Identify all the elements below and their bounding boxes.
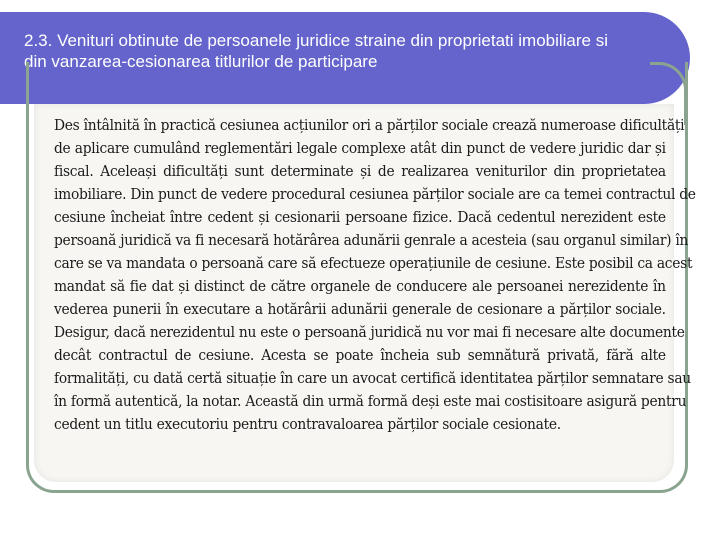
document-line: cedent un titlu executoriu pentru contravaloarea părților sociale cesionate. xyxy=(54,415,561,433)
document-line: decât contractul de cesiune. Acesta se poate încheia sub semnătură privată, fără alte xyxy=(54,346,666,364)
document-line: cesiune încheiat între cedent și cesionarii persoane fizice. Dacă cedentul nerezident este xyxy=(54,208,666,226)
scanned-document xyxy=(34,104,696,482)
slide-title: 2.3. Venituri obtinute de persoanele juridice straine din proprietati imobiliare si din vanzarea-cesionarea titlurilor de participare xyxy=(24,31,609,71)
document-line: care se va mandata o persoană care să efectueze operațiunile de cesiune. Este posibil ca acest xyxy=(54,254,693,272)
document-line: în formă autentică, la notar. Această din urmă formă deși este mai costisitoare asigură pentru xyxy=(54,392,687,410)
document-line: Des întâlnită în practică cesiunea acțiunilor ori a părților sociale crează numeroase dificultăți xyxy=(54,116,685,134)
document-line: formalități, cu dată certă situație în care un avocat certifică identitatea părților semnatare sau xyxy=(54,369,691,387)
document-line: vederea punerii în executare a hotărârii adunării generale de cesionare a părților sociale. xyxy=(54,300,666,318)
document-line: fiscal. Aceleași dificultăți sunt determinate și de realizarea veniturilor din proprietatea xyxy=(54,162,666,180)
document-line: imobiliare. Din punct de vedere procedural cesiunea părților sociale are ca temei contractul de xyxy=(54,185,696,203)
document-text xyxy=(54,114,696,436)
document-line: de aplicare cumulând reglementări legale complexe atât din punct de vedere juridic dar și xyxy=(54,139,666,157)
document-line: persoană juridică va fi necesară hotărârea adunării genrale a acesteia (sau organul similar) în xyxy=(54,231,689,249)
document-line: Desigur, dacă nerezidentul nu este o persoană juridică nu vor mai fi necesare alte documente xyxy=(54,323,685,341)
document-line: mandat să fie dat și distinct de către organele de conducere ale persoanei nerezidente în xyxy=(54,277,666,295)
